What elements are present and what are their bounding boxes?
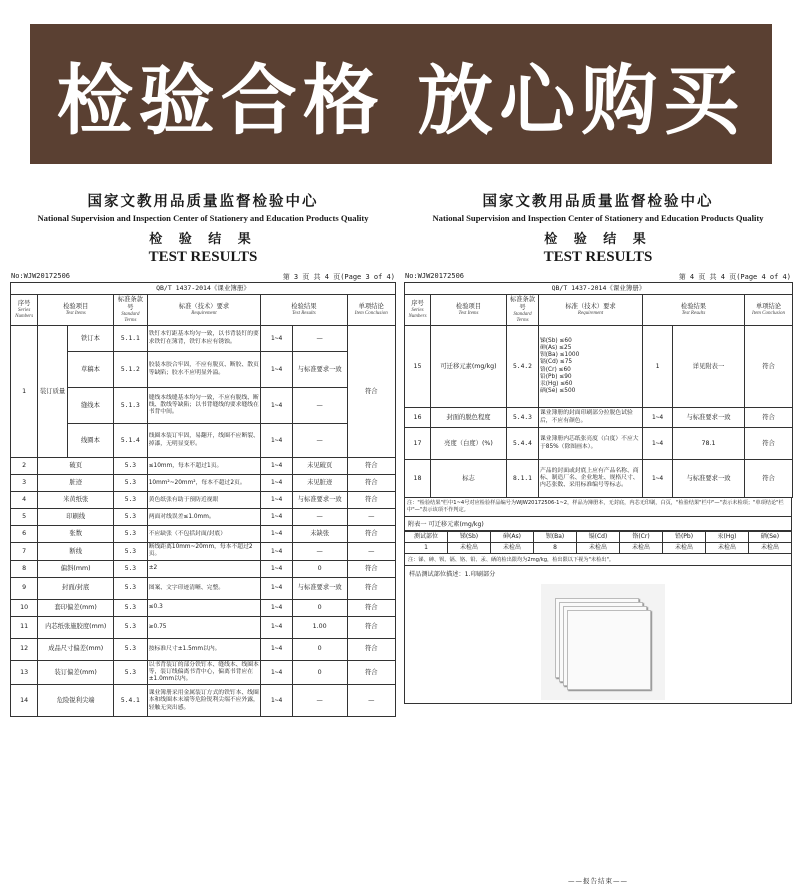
- page-info: 第 3 页 共 4 页(Page 3 of 4): [282, 273, 395, 281]
- col-conclusion: 单项结论 Item Conclusion: [745, 295, 793, 326]
- row-seq: 2: [11, 458, 38, 475]
- row-clause: 5.3: [114, 543, 148, 560]
- col-seq: 序号 Series Numbers: [405, 295, 431, 326]
- test-report-page-3: [10, 186, 396, 717]
- row-result: 未见脏迹: [292, 475, 347, 492]
- heavy-metal-table: [404, 531, 792, 554]
- row-conclusion: 符合: [347, 599, 395, 616]
- row-requirement: 课业簿册的封面印刷部分拉脱色试验后，不应有颜色。: [539, 408, 643, 428]
- table-row: 草稿本 5.1.2 胶装本胶合牢固，不应有脱页、断胶、散页等缺陷；胶水不应明显外溢。 1~4 与标准要求一致: [11, 352, 396, 388]
- row-clause: 5.3: [114, 660, 148, 685]
- row-result: 与标准要求一致: [673, 408, 745, 428]
- row-seq: 6: [11, 526, 38, 543]
- promo-banner: [30, 24, 772, 164]
- row-seq: 15: [405, 326, 431, 408]
- row-requirement: 图案、文字印迹清晰、完整。: [147, 577, 261, 599]
- row-conclusion: 符合: [347, 577, 395, 599]
- row-item: 套印偏差(mm): [38, 599, 114, 616]
- row-requirement: 不应缺张（不包括封面/封底）: [147, 526, 261, 543]
- row-result: 0: [292, 560, 347, 577]
- heavy-metal-header: 铬(Cr): [620, 531, 663, 542]
- row-conclusion: —: [347, 509, 395, 526]
- table-row: [11, 475, 396, 492]
- row-clause: 5.4.2: [507, 326, 539, 408]
- row-clause: 5.3: [114, 577, 148, 599]
- row-item: 偏斜(mm): [38, 560, 114, 577]
- row-clause: 5.3: [114, 475, 148, 492]
- row-seq: 5: [11, 509, 38, 526]
- report-meta: [404, 272, 792, 282]
- row-result: —: [292, 685, 347, 717]
- row-range: 1~4: [261, 660, 293, 685]
- row-seq: 13: [11, 660, 38, 685]
- heavy-metal-value: 未检出: [749, 542, 792, 553]
- report-number: No:WJW20172506: [405, 272, 465, 280]
- row-item: 可迁移元素(mg/kg): [431, 326, 507, 408]
- report-cn-subtitle: 检 验 结 果: [544, 232, 652, 247]
- row-range: 1~4: [261, 543, 293, 560]
- col-item: 检验项目 Test Items: [431, 295, 507, 326]
- heavy-metal-header: 砷(As): [491, 531, 534, 542]
- heavy-metal-value: 未检出: [491, 542, 534, 553]
- row-conclusion: 符合: [745, 326, 793, 408]
- col-item: 检验项目 Test Items: [38, 295, 114, 326]
- results-table: [10, 282, 396, 717]
- table-row: [11, 543, 396, 560]
- row-item: 破页: [38, 458, 114, 475]
- row-item: 封面的脱色程度: [431, 408, 507, 428]
- row-item: 装订偏差(mm): [38, 660, 114, 685]
- row-clause: 5.3: [114, 599, 148, 616]
- row-item: 张数: [38, 526, 114, 543]
- row-result: 78.1: [673, 428, 745, 460]
- table-row: [11, 577, 396, 599]
- row-item: 内芯纸张施胶度(mm): [38, 616, 114, 638]
- row-result: 0: [292, 638, 347, 660]
- row-result: 未缺张: [292, 526, 347, 543]
- row-seq: 18: [405, 460, 431, 498]
- sample-photo: [541, 584, 665, 700]
- row-seq: 14: [11, 685, 38, 717]
- row-result: 0: [292, 660, 347, 685]
- report-header: [404, 190, 792, 266]
- row-range: 1~4: [261, 638, 293, 660]
- table-header-row: [11, 295, 396, 326]
- row-clause: 5.3: [114, 526, 148, 543]
- heavy-metal-header: 镉(Cd): [577, 531, 620, 542]
- row-requirement: 黄色纸张有助于预防近视眼: [147, 492, 261, 509]
- test-report-page-4: [404, 186, 792, 885]
- row-range: 1~4: [261, 509, 293, 526]
- row-requirement: 按标准尺寸±1.5mm以内。: [147, 638, 261, 660]
- table-row: [405, 428, 793, 460]
- banner-title: 检验合格 放心购买: [56, 55, 746, 145]
- report-en-title: National Supervision and Inspection Center of Stationery and Education Products Quality: [37, 213, 369, 223]
- row-seq: 3: [11, 475, 38, 492]
- row-item: 印刷线: [38, 509, 114, 526]
- row-range: 1~4: [261, 492, 293, 509]
- heavy-metal-header: 锑(Sb): [448, 531, 491, 542]
- report-header: [10, 190, 396, 266]
- row-range: 1~4: [643, 460, 673, 498]
- row-result: 未见破页: [292, 458, 347, 475]
- row-clause: 8.1.1: [507, 460, 539, 498]
- row-item: 成品尺寸偏差(mm): [38, 638, 114, 660]
- results-note: 注："检验结果"栏中1~4号对应检验样品编号为WJW20172506-1~2，样品为簿册本，无封底，内芯无印刷，白页，"检验结果"栏中"—"表示未检项；"单项结论"栏中"—"表示该项不作判定。: [404, 498, 792, 517]
- row-item: 断线: [38, 543, 114, 560]
- row-requirement: 课业簿册采用金属装订方式的铁钉本、线圈本和线圈本末端等危险锐利尖端不应外露，轻触无突出感。: [147, 685, 261, 717]
- col-requirement: 标准（技术）要求 Requirement: [539, 295, 643, 326]
- row-range: 1: [643, 326, 673, 408]
- row-seq: 11: [11, 616, 38, 638]
- row-clause: 5.3: [114, 638, 148, 660]
- heavy-metal-value: 未检出: [577, 542, 620, 553]
- row-range: 1~4: [261, 577, 293, 599]
- row-requirement: 10mm²~20mm²，每本不超过2页。: [147, 475, 261, 492]
- heavy-metal-value-row: [405, 542, 792, 553]
- row-result: 详见附表一: [673, 326, 745, 408]
- col-requirement: 标准（技术）要求 Requirement: [147, 295, 261, 326]
- heavy-metal-header: 硒(Se): [749, 531, 792, 542]
- row-result: 1.00: [292, 616, 347, 638]
- col-result: 检验结果 Test Results: [261, 295, 347, 326]
- heavy-metal-value: 未检出: [663, 542, 706, 553]
- row-range: 1~4: [261, 526, 293, 543]
- heavy-metal-value: 8: [534, 542, 577, 553]
- row-requirement: ≥0.75: [147, 616, 261, 638]
- row-clause: 5.4.3: [507, 408, 539, 428]
- row-result: 与标准要求一致: [673, 460, 745, 498]
- heavy-metal-header: 钡(Ba): [534, 531, 577, 542]
- heavy-metal-header: 测试部位: [405, 531, 448, 542]
- paper-sheet: [567, 610, 651, 690]
- standard-row: [405, 283, 793, 295]
- row-requirement: 以书背装订的部分铁钉本、缝线本、线圈本等，装订线偏离书背中心，偏离书背应在±1.0mm以内。: [147, 660, 261, 685]
- table-row: [405, 408, 793, 428]
- row-range: 1~4: [261, 685, 293, 717]
- row-conclusion: —: [347, 685, 395, 717]
- standard-row: [11, 283, 396, 295]
- heavy-metal-table-title: 附表一 可迁移元素(mg/kg): [404, 517, 792, 531]
- standard-name: QB/T 1437-2014《课业簿册》: [11, 283, 396, 295]
- table-row: [11, 509, 396, 526]
- row-item: 危险锐利尖端: [38, 685, 114, 717]
- row-conclusion: 符合: [347, 475, 395, 492]
- table-row: 线圈本 5.1.4 线圈本装订牢固，易翻开，线圈不应断裂、掉漆，无明显变形。 1~4 —: [11, 424, 396, 458]
- col-result: 检验结果 Test Results: [643, 295, 745, 326]
- page-info: 第 4 页 共 4 页(Page 4 of 4): [678, 273, 791, 281]
- row-item: 脏迹: [38, 475, 114, 492]
- row-range: 1~4: [261, 475, 293, 492]
- row-clause: 5.3: [114, 492, 148, 509]
- row-conclusion: 符合: [745, 428, 793, 460]
- row-clause: 5.4.1: [114, 685, 148, 717]
- row-conclusion: —: [347, 543, 395, 560]
- row-clause: 5.3: [114, 509, 148, 526]
- report-cn-subtitle: 检 验 结 果: [149, 232, 257, 247]
- row-item: 封面/封底: [38, 577, 114, 599]
- table-row: [405, 460, 793, 498]
- report-en-subtitle: TEST RESULTS: [148, 249, 258, 265]
- report-meta: [10, 272, 396, 282]
- report-en-subtitle: TEST RESULTS: [543, 249, 653, 265]
- row-requirement: ≤0.3: [147, 599, 261, 616]
- row-range: 1~4: [643, 428, 673, 460]
- report-end: ——报告结束——: [568, 877, 628, 885]
- row-seq: 4: [11, 492, 38, 509]
- row-seq: 12: [11, 638, 38, 660]
- row-result: —: [292, 543, 347, 560]
- heavy-metal-value: 1: [405, 542, 448, 553]
- standard-name: QB/T 1437-2014《课业簿册》: [405, 283, 793, 295]
- row-requirement: ±2: [147, 560, 261, 577]
- row-result: 0: [292, 599, 347, 616]
- row-seq: 9: [11, 577, 38, 599]
- row-clause: 5.4.4: [507, 428, 539, 460]
- row-result: 与标准要求一致: [292, 492, 347, 509]
- row-conclusion: 符合: [347, 458, 395, 475]
- row-seq: 10: [11, 599, 38, 616]
- report-number: No:WJW20172506: [11, 272, 71, 280]
- row-item: 亮度（白度）(%): [431, 428, 507, 460]
- row-conclusion: 符合: [347, 616, 395, 638]
- table-row: [11, 660, 396, 685]
- heavy-metal-header: 汞(Hg): [706, 531, 749, 542]
- row-seq: 17: [405, 428, 431, 460]
- table-header-row: [405, 295, 793, 326]
- row-clause: 5.3: [114, 458, 148, 475]
- row-clause: 5.3: [114, 616, 148, 638]
- row-conclusion: 符合: [347, 560, 395, 577]
- row-requirement: 产品的封面或封底上应有产品名称、商标、制造厂名、企业地址、规格尺寸、内芯张数、采用标准编号等标志。: [539, 460, 643, 498]
- table-row: [405, 326, 793, 408]
- report-en-title: National Supervision and Inspection Center of Stationery and Education Products Quality: [432, 213, 764, 223]
- row-range: 1~4: [261, 599, 293, 616]
- table-row: [11, 685, 396, 717]
- row-item: 标志: [431, 460, 507, 498]
- results-table: [404, 282, 793, 498]
- table-row: [11, 638, 396, 660]
- heavy-metal-note: 注：锑、砷、钡、镉、铬、铅、汞、硒的检出限均为2mg/kg，检出限以下视为"未检出"。: [404, 554, 792, 566]
- table-row: 1 装订质量 铁订本 5.1.1 铁钉本钉距基本均匀一致，以书背装钉的要求铁钉在簿背，铁钉本应有锈蚀。 1~4 — 符合: [11, 326, 396, 352]
- heavy-metal-value: 未检出: [706, 542, 749, 553]
- row-conclusion: 符合: [745, 408, 793, 428]
- row-requirement: 锑(Sb) ≤60 砷(As) ≤25 钡(Ba) ≤1000 镉(Cd) ≤75 铬(Cr) ≤60 铅(Pb) ≤90 汞(Hg) ≤60 硒(Se) ≤500: [539, 326, 643, 408]
- table-row: [11, 616, 396, 638]
- table-row: [11, 599, 396, 616]
- row-result: 与标准要求一致: [292, 577, 347, 599]
- row-result: —: [292, 509, 347, 526]
- row-item: 米黄纸张: [38, 492, 114, 509]
- row-seq: 16: [405, 408, 431, 428]
- report-cn-title: 国家文教用品质量监督检验中心: [482, 193, 714, 210]
- table-row: [11, 560, 396, 577]
- row-range: 1~4: [261, 458, 293, 475]
- row-range: 1~4: [261, 616, 293, 638]
- row-requirement: 两面对线误差≤1.0mm。: [147, 509, 261, 526]
- row-clause: 5.3: [114, 560, 148, 577]
- row-conclusion: 符合: [745, 460, 793, 498]
- heavy-metal-header: 铅(Pb): [663, 531, 706, 542]
- row-seq: 7: [11, 543, 38, 560]
- col-conclusion: 单项结论 Item Conclusion: [347, 295, 395, 326]
- col-seq: 序号 Series Numbers: [11, 295, 38, 326]
- heavy-metal-value: 未检出: [620, 542, 663, 553]
- sample-description: [404, 566, 792, 704]
- table-row: [11, 526, 396, 543]
- heavy-metal-header-row: [405, 531, 792, 542]
- row-requirement: 课业簿册内芯纸张亮度（白度）不应大于85%（除图画本）。: [539, 428, 643, 460]
- row-range: 1~4: [643, 408, 673, 428]
- row-range: 1~4: [261, 560, 293, 577]
- table-row: [11, 492, 396, 509]
- row-conclusion: 符合: [347, 526, 395, 543]
- sample-label: 样品测试部位描述：1.印刷部分: [409, 570, 496, 578]
- report-cn-title: 国家文教用品质量监督检验中心: [87, 193, 319, 210]
- row-conclusion: 符合: [347, 660, 395, 685]
- row-requirement: ≤10mm，每本不超过1页。: [147, 458, 261, 475]
- row-conclusion: 符合: [347, 638, 395, 660]
- heavy-metal-value: 未检出: [448, 542, 491, 553]
- row-seq: 8: [11, 560, 38, 577]
- row-conclusion: 符合: [347, 492, 395, 509]
- table-row: [11, 458, 396, 475]
- col-clause: 标准条款号 Standard Terms: [507, 295, 539, 326]
- col-clause: 标准条款号 Standard Terms: [114, 295, 148, 326]
- table-row: 缝线本 5.1.3 缝线本线缝基本均匀一致，不应有脱线、断线、散线等缺陷；以书背缝线的要求缝线在书背中间。 1~4 —: [11, 388, 396, 424]
- row-requirement: 断线距离10mm~20mm，每本不超过2页。: [147, 543, 261, 560]
